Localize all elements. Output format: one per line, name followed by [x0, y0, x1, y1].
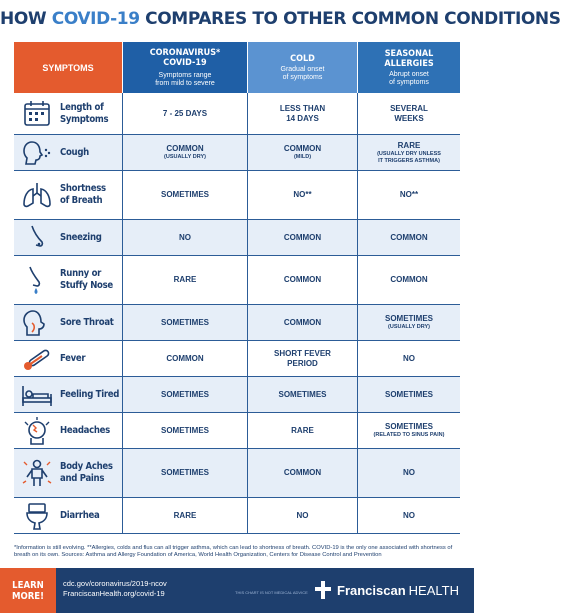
table-row: [14, 171, 460, 220]
coronavirus-value: SOMETIMES: [123, 305, 248, 340]
symptom-cell: [14, 171, 123, 219]
cold-value: SOMETIMES: [248, 377, 358, 412]
cold-value: SHORT FEVER PERIOD: [248, 341, 358, 376]
coronavirus-value: SOMETIMES: [123, 377, 248, 412]
coronavirus-value: SOMETIMES: [123, 171, 248, 219]
franciscan-cross-icon: [313, 580, 333, 600]
cold-value: COMMON (MILD): [248, 135, 358, 170]
allergies-value: SOMETIMES (RELATED TO SINUS PAIN): [373, 422, 445, 439]
thermometer-icon: [20, 344, 54, 374]
symptom-cell: [14, 305, 123, 340]
allergies-value: NO**: [399, 190, 419, 199]
resource-links: [63, 579, 167, 599]
allergies-value: NO: [403, 510, 415, 520]
symptom-label: Cough: [60, 146, 89, 158]
symptom-label: Diarrhea: [60, 509, 100, 521]
cdc-link[interactable]: cdc.gov/coronavirus/2019-ncov: [63, 579, 167, 588]
table-row: [14, 498, 460, 534]
cold-value: LESS THAN 14 DAYS: [248, 93, 358, 134]
symptom-label: Feeling Tired: [60, 388, 120, 400]
cold-value: RARE: [248, 413, 358, 448]
coronavirus-value: SOMETIMES: [123, 449, 248, 497]
coronavirus-value: RARE: [123, 498, 248, 533]
table-row: [14, 256, 460, 305]
headache-icon: [20, 416, 54, 446]
symptom-cell: [14, 377, 123, 412]
calendar-icon: [20, 99, 54, 129]
disclaimer: THIS CHART IS NOT MEDICAL ADVICE: [235, 590, 308, 595]
page-title: HOW COVID-19 COMPARES TO OTHER COMMON CONDITIONS: [0, 9, 561, 29]
symptom-cell: [14, 413, 123, 448]
allergies-value: SEVERAL WEEKS: [390, 103, 428, 123]
cold-value: COMMON: [248, 220, 358, 255]
symptom-cell: [14, 220, 123, 255]
allergies-value: RARE (USUALLY DRY UNLESS IT TRIGGERS ASTHMA): [377, 141, 441, 164]
symptom-label: Sore Throat: [60, 316, 114, 328]
footnote: *Information is still evolving. **Allergies, colds and flus can all trigger asthma, which can lead to shortness of breath. COVID-19 is the only one associated with shortness of breath on its own. Sources: Asthma and Allergy Foundation of America, World Health Organization, Centers for Disease Control and Prevention: [14, 545, 453, 559]
learn-more-badge: LEARN MORE!: [0, 568, 56, 613]
table-row: [14, 135, 460, 171]
throat-icon: [20, 308, 54, 338]
footer: [0, 568, 474, 613]
symptom-cell: [14, 449, 123, 497]
coronavirus-value: SOMETIMES: [123, 413, 248, 448]
comparison-table: [14, 42, 460, 534]
bed-icon: [20, 380, 54, 410]
allergies-value: COMMON: [390, 275, 428, 284]
table-row: [14, 449, 460, 498]
allergies-value: NO: [403, 468, 415, 477]
symptom-label: Runny or Stuffy Nose: [60, 268, 113, 291]
cold-value: COMMON: [248, 449, 358, 497]
body-aches-icon: [20, 458, 54, 488]
symptom-cell: [14, 135, 123, 170]
allergies-column-header: SEASONAL ALLERGIES Abrupt onset of symptoms: [358, 42, 460, 93]
symptom-cell: [14, 498, 123, 533]
coronavirus-column-header: CORONAVIRUS* COVID-19 Symptoms range from mild to severe: [123, 42, 248, 93]
cold-value: NO**: [248, 171, 358, 219]
allergies-value: SOMETIMES (USUALLY DRY): [384, 314, 433, 331]
symptom-cell: [14, 341, 123, 376]
table-row: [14, 377, 460, 413]
allergies-value: SOMETIMES: [384, 389, 433, 399]
coronavirus-value: NO: [123, 220, 248, 255]
table-header: [14, 42, 460, 93]
nose-icon: [20, 223, 54, 253]
symptom-cell: [14, 256, 123, 304]
coronavirus-value: 7 - 25 DAYS: [123, 93, 248, 134]
symptom-label: Sneezing: [60, 231, 102, 243]
symptom-cell: [14, 93, 123, 134]
symptom-label: Length of Symptoms: [60, 101, 109, 125]
cough-icon: [20, 138, 54, 168]
table-row: [14, 305, 460, 341]
cold-column-header: COLD Gradual onset of symptoms: [248, 42, 358, 93]
symptom-label: Body Aches and Pains: [60, 461, 113, 484]
coronavirus-value: COMMON: [123, 341, 248, 376]
coronavirus-value: COMMON (USUALLY DRY): [123, 135, 248, 170]
allergies-value: NO: [403, 353, 415, 363]
franciscan-link[interactable]: FranciscanHealth.org/covid-19: [63, 589, 165, 598]
table-row: [14, 93, 460, 135]
cold-value: NO: [248, 498, 358, 533]
table-row: [14, 341, 460, 377]
symptom-label: Headaches: [60, 424, 110, 436]
allergies-value: COMMON: [390, 232, 428, 242]
symptoms-column-header: SYMPTOMS: [14, 42, 123, 93]
franciscan-health-logo: Franciscan HEALTH: [313, 580, 459, 600]
symptom-label: Shortness of Breath: [60, 183, 106, 206]
cold-value: COMMON: [248, 256, 358, 304]
lungs-icon: [20, 180, 54, 210]
cold-value: COMMON: [248, 305, 358, 340]
coronavirus-value: RARE: [123, 256, 248, 304]
table-row: [14, 220, 460, 256]
table-row: [14, 413, 460, 449]
toilet-icon: [20, 501, 54, 531]
runny-nose-icon: [20, 265, 54, 295]
symptom-label: Fever: [60, 352, 86, 364]
